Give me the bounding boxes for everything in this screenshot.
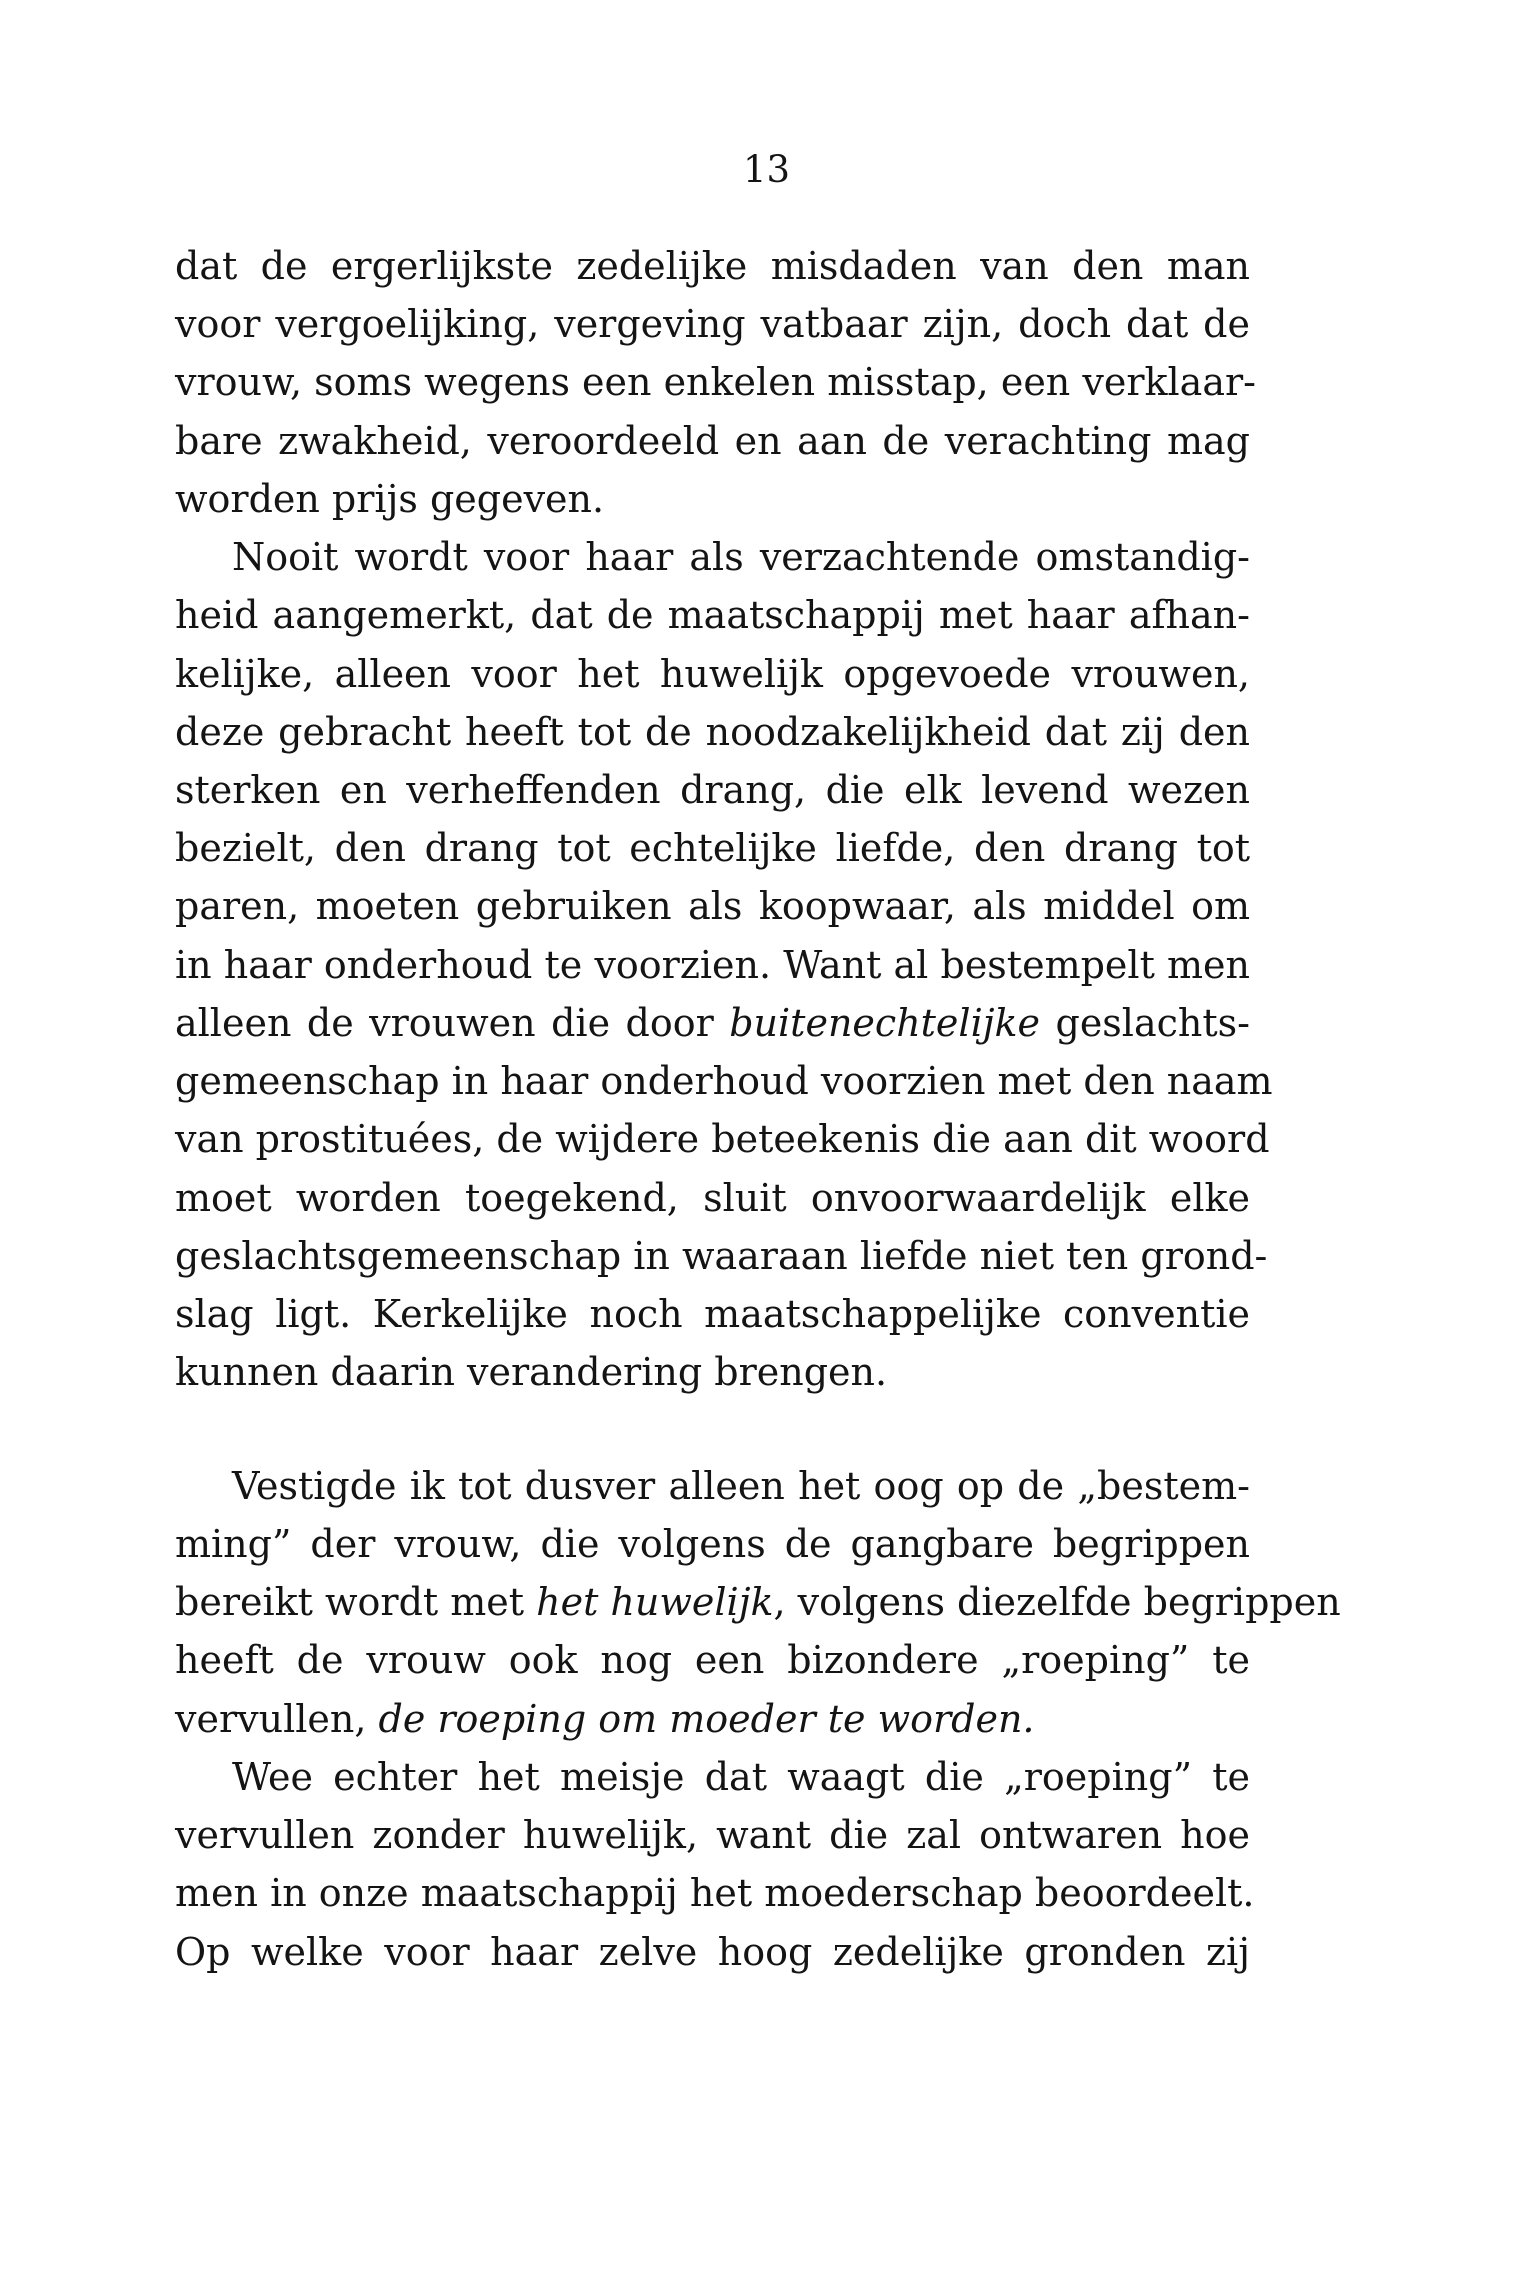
text-line: kunnen daarin verandering brengen.	[175, 1350, 888, 1394]
text-line: slag ligt. Kerkelijke noch maatschappelijke conventie	[175, 1292, 1250, 1336]
text-line: men in onze maatschappij het moederschap beoordeelt.	[175, 1871, 1255, 1915]
text-line: worden prijs gegeven.	[175, 477, 605, 521]
text-line: bare zwakheid, veroordeeld en aan de verachting mag	[175, 419, 1250, 463]
text-line: alleen de vrouwen die door buitenechtelijke geslachts-	[175, 1001, 1250, 1045]
text-line: Nooit wordt voor haar als verzachtende omstandig-	[232, 535, 1250, 579]
text-line: heeft de vrouw ook nog een bizondere „roeping” te	[175, 1638, 1250, 1682]
emphasis: het huwelijk	[536, 1580, 774, 1624]
text-line: bezielt, den drang tot echtelijke liefde, den drang tot	[175, 826, 1250, 870]
text-line: kelijke, alleen voor het huwelijk opgevoede vrouwen,	[175, 652, 1250, 696]
text-line: Vestigde ik tot dusver alleen het oog op de „bestem-	[232, 1464, 1250, 1508]
text-line: Wee echter het meisje dat waagt die „roeping” te	[232, 1755, 1250, 1799]
text-line: gemeenschap in haar onderhoud voorzien met den naam	[175, 1059, 1273, 1103]
text-line: bereikt wordt met het huwelijk, volgens diezelfde begrippen	[175, 1580, 1341, 1624]
emphasis: de roeping om moeder te worden.	[378, 1697, 1035, 1741]
text-line: vrouw, soms wegens een enkelen misstap, een verklaar-	[175, 360, 1256, 404]
text-line: vervullen, de roeping om moeder te worden.	[175, 1697, 1035, 1741]
text-line: dat de ergerlijkste zedelijke misdaden van den man	[175, 244, 1250, 288]
emphasis: buitenechtelijke	[729, 1001, 1041, 1045]
text-line: vervullen zonder huwelijk, want die zal ontwaren hoe	[175, 1813, 1250, 1857]
text-line: ming” der vrouw, die volgens de gangbare begrippen	[175, 1522, 1250, 1566]
text-line: Op welke voor haar zelve hoog zedelijke gronden zij	[175, 1930, 1250, 1974]
text-line: moet worden toegekend, sluit onvoorwaardelijk elke	[175, 1176, 1250, 1220]
text-line: in haar onderhoud te voorzien. Want al bestempelt men	[175, 943, 1250, 987]
text-line: van prostituées, de wijdere beteekenis die aan dit woord	[175, 1117, 1270, 1161]
text-line: geslachtsgemeenschap in waaraan liefde niet ten grond-	[175, 1234, 1268, 1278]
text-line: deze gebracht heeft tot de noodzakelijkheid dat zij den	[175, 710, 1250, 754]
page-number: 13	[742, 148, 791, 191]
text-line: voor vergoelijking, vergeving vatbaar zijn, doch dat de	[175, 302, 1250, 346]
text-line: sterken en verheffenden drang, die elk levend wezen	[175, 768, 1250, 812]
text-line: paren, moeten gebruiken als koopwaar, als middel om	[175, 884, 1250, 928]
text-line: heid aangemerkt, dat de maatschappij met haar afhan-	[175, 593, 1250, 637]
